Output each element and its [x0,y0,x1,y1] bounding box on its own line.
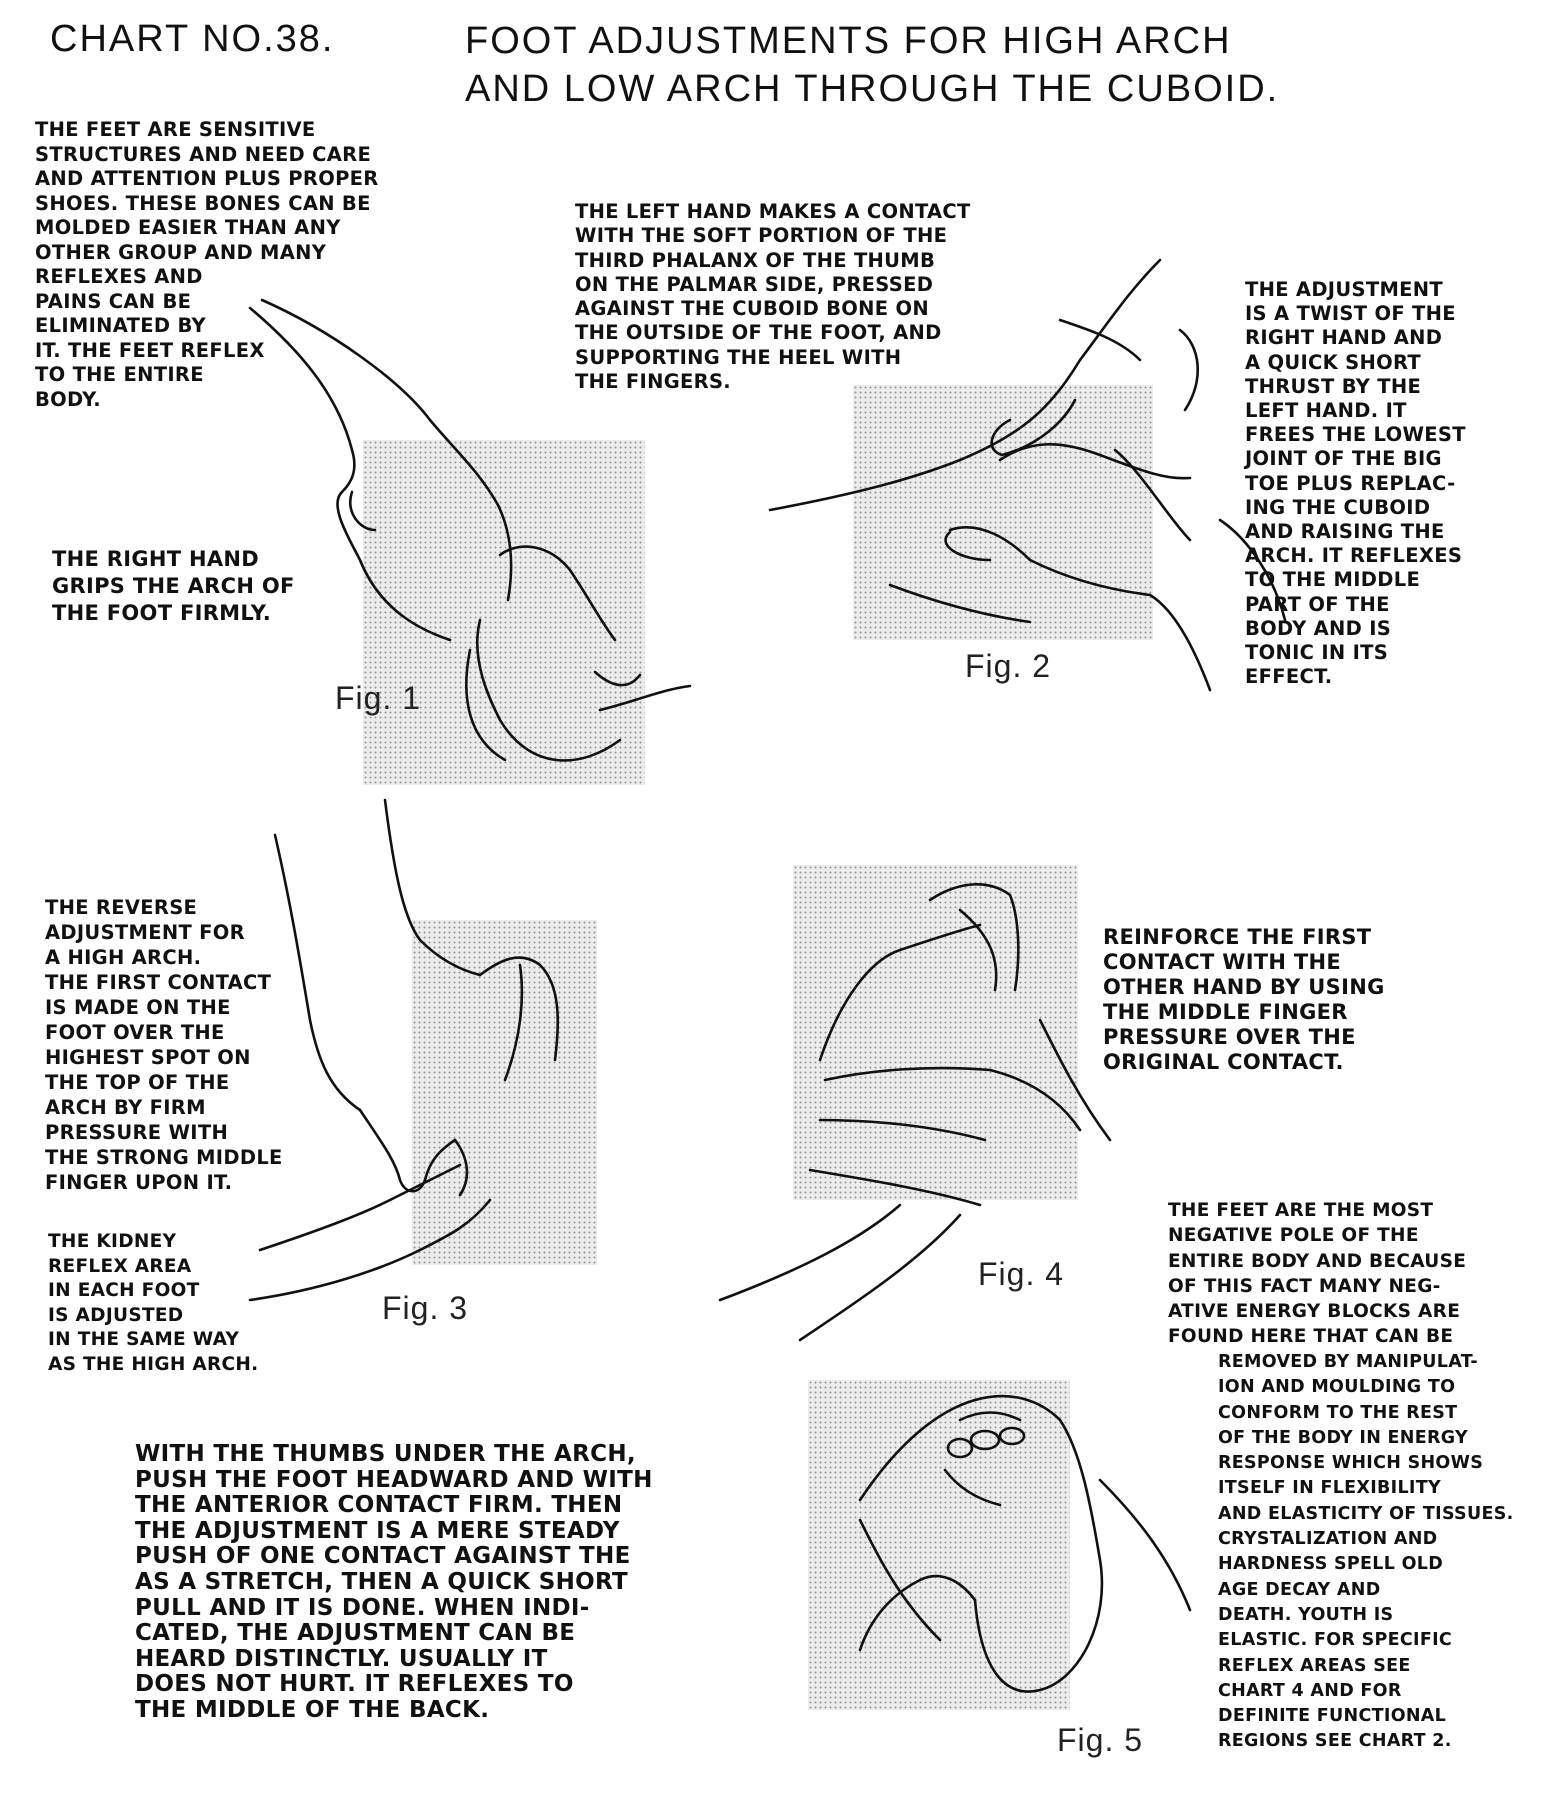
reverse-adjustment-text: THE REVERSE ADJUSTMENT FOR A HIGH ARCH. THE FIRST CONTACT IS MADE ON THE FOOT OVER THE HIGHEST SPOT ON THE TOP OF THE ARCH BY FIRM PRESSURE WITH THE STRONG MIDDLE FINGER UPON IT. [45,896,283,1194]
right-hand-text: THE RIGHT HAND GRIPS THE ARCH OF THE FOOT FIRMLY. [52,547,295,625]
fig3-illustration [250,800,558,1300]
chart-number: CHART NO.38. [50,18,335,60]
page-title-line-2: AND LOW ARCH THROUGH THE CUBOID. [465,68,1280,110]
negative-pole-text-continued: REMOVED BY MANIPULAT- ION AND MOULDING TO CONFORM TO THE REST OF THE BODY IN ENERGY RESPONSE WHICH SHOWS ITSELF IN FLEXIBILITY AND ELASTICITY OF TISSUES. CRYSTALIZATION AND HARDNESS SPELL OLD AGE DECAY AND DEATH. YOUTH IS ELASTIC. FOR SPECIFIC REFLEX AREAS SEE CHART 4 AND FOR DEFINITE FUNCTIONAL REGIONS SEE CHART 2. [1218,1352,1514,1752]
intro-text: THE FEET ARE SENSITIVE STRUCTURES AND NEED CARE AND ATTENTION PLUS PROPER SHOES. THESE BONES CAN BE MOLDED EASIER THAN ANY OTHER GROUP AND MANY REFLEXES AND PAINS CAN BE ELIMINATED BY IT. THE FEET REFLEX TO THE ENTIRE BODY. [35,118,379,411]
reinforce-text: REINFORCE THE FIRST CONTACT WITH THE OTHER HAND BY USING THE MIDDLE FINGER PRESSURE OVER THE ORIGINAL CONTACT. [1103,925,1385,1074]
fig4-label: Fig. 4 [978,1256,1065,1292]
left-hand-text: THE LEFT HAND MAKES A CONTACT WITH THE SOFT PORTION OF THE THIRD PHALANX OF THE THUMB ON THE PALMAR SIDE, PRESSED AGAINST THE CUBOID BONE ON THE OUTSIDE OF THE FOOT, AND SUPPORTING THE HEEL WITH THE FINGERS. [575,200,971,394]
fig1-label: Fig. 1 [335,680,422,716]
negative-pole-text: THE FEET ARE THE MOST NEGATIVE POLE OF THE ENTIRE BODY AND BECAUSE OF THIS FACT MANY NEG- ATIVE ENERGY BLOCKS ARE FOUND HERE THAT CAN BE [1168,1200,1467,1348]
fig3-label: Fig. 3 [382,1290,469,1326]
fig2-label: Fig. 2 [965,648,1052,684]
fig5-label: Fig. 5 [1057,1722,1144,1758]
fig5-illustration [860,1396,1190,1691]
page-title-line-1: FOOT ADJUSTMENTS FOR HIGH ARCH [465,20,1232,62]
kidney-text: THE KIDNEY REFLEX AREA IN EACH FOOT IS ADJUSTED IN THE SAME WAY AS THE HIGH ARCH. [48,1231,259,1375]
thumbs-under-arch-text: WITH THE THUMBS UNDER THE ARCH, PUSH THE FOOT HEADWARD AND WITH THE ANTERIOR CONTACT FIRM. THEN THE ADJUSTMENT IS A MERE STEADY PUSH OF ONE CONTACT AGAINST THE AS A STRETCH, THEN A QUICK SHORT PULL AND IT IS DONE. WHEN INDI- CATED, THE ADJUSTMENT CAN BE HEARD DISTINCTLY. USUALLY IT DOES NOT HURT. IT REFLEXES TO THE MIDDLE OF THE BACK. [135,1441,653,1723]
adjustment-text: THE ADJUSTMENT IS A TWIST OF THE RIGHT HAND AND A QUICK SHORT THRUST BY THE LEFT HAND. IT FREES THE LOWEST JOINT OF THE BIG TOE PLUS REPLAC- ING THE CUBOID AND RAISING THE ARCH. IT REFLEXES TO THE MIDDLE PART OF THE BODY AND IS TONIC IN ITS EFFECT. [1245,278,1466,689]
